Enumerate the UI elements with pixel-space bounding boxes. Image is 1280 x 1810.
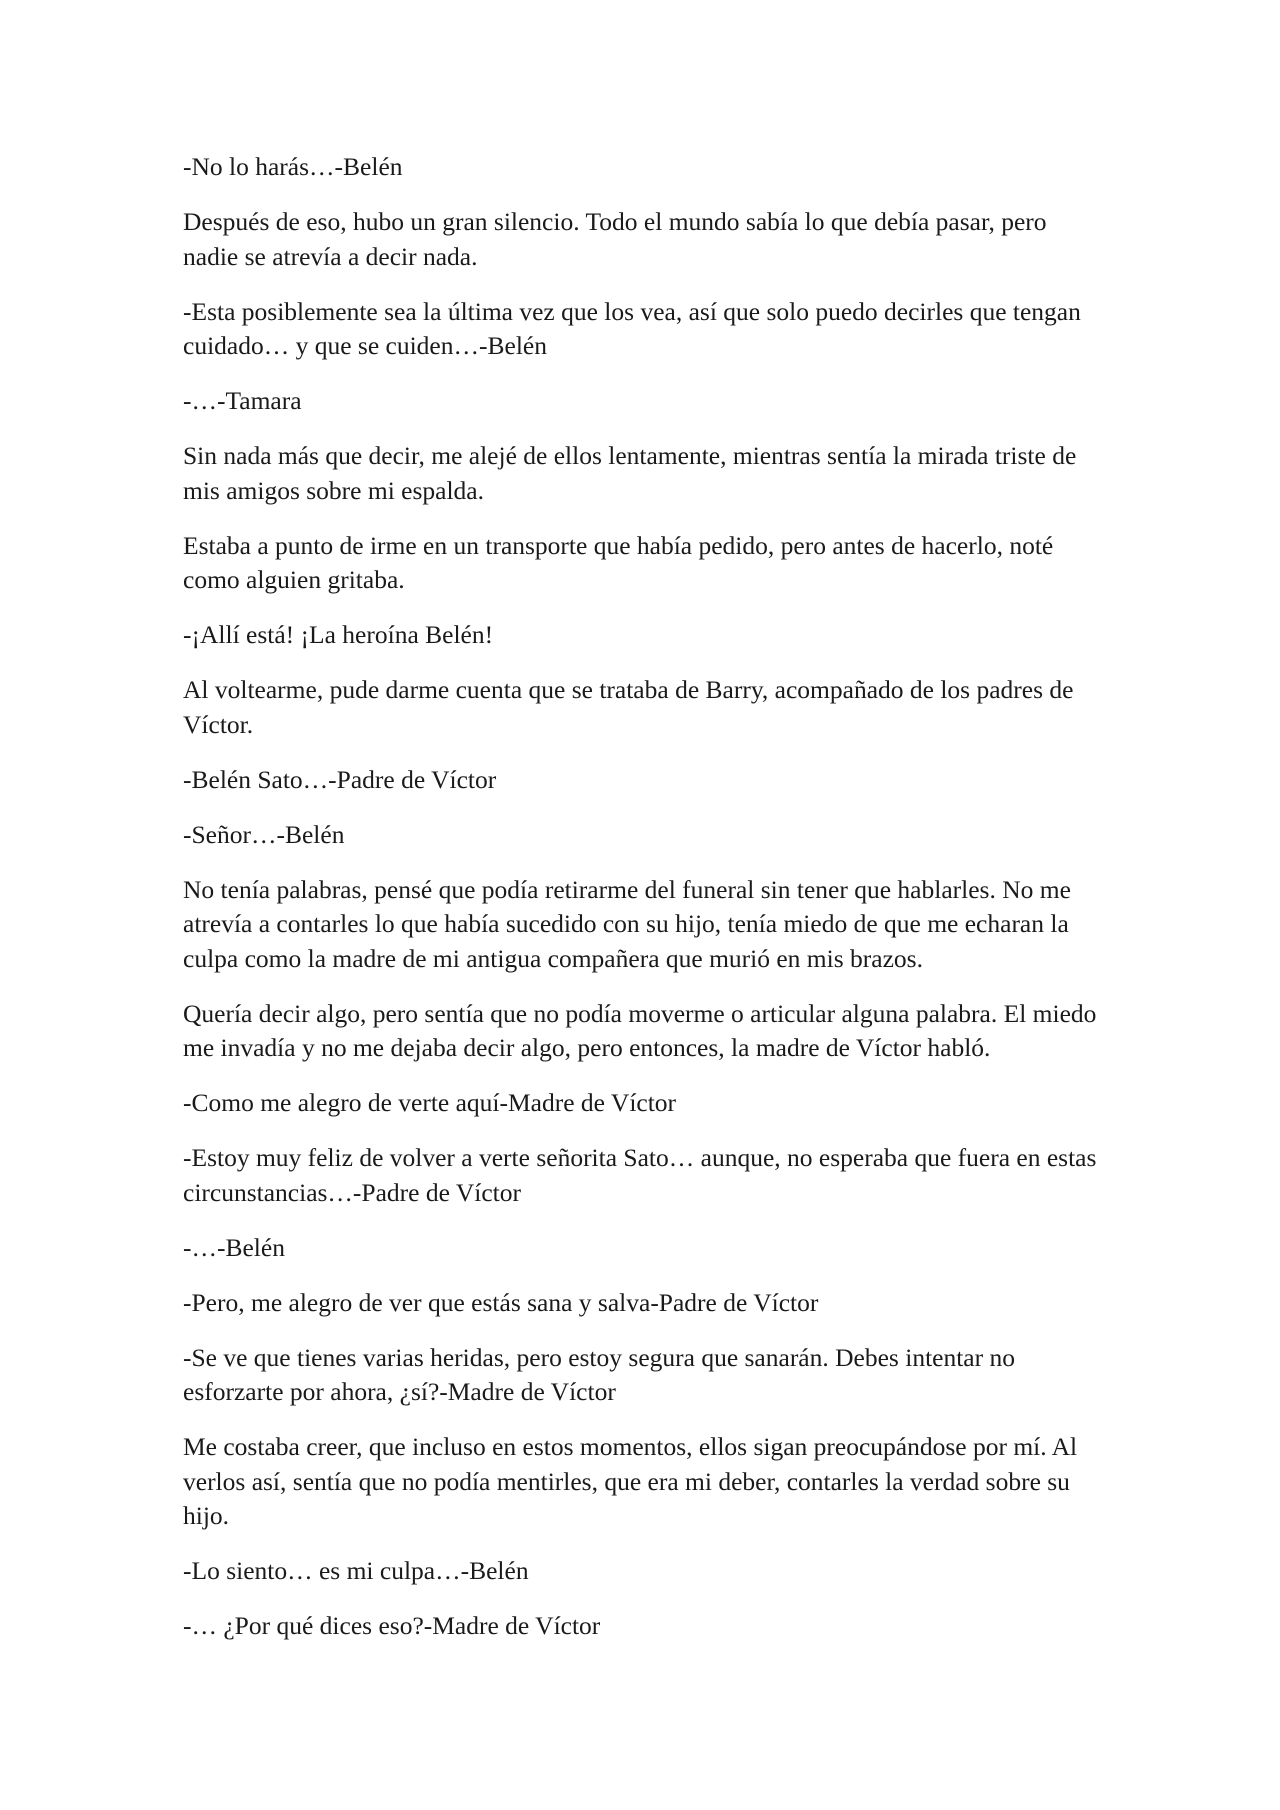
paragraph: Después de eso, hubo un gran silencio. Todo el mundo sabía lo que debía pasar, pero nadie se atrevía a decir nada. (183, 207, 1047, 271)
paragraph: -Belén Sato…-Padre de Víctor (183, 764, 497, 794)
paragraph: -…-Tamara (183, 386, 302, 415)
paragraph: Al voltearme, pude darme cuenta que se trataba de Barry, acompañado de los padres de Víctor. (183, 675, 1074, 739)
paragraph: -¡Allí está! ¡La heroína Belén! (183, 620, 494, 649)
paragraph: -Señor…-Belén (183, 819, 345, 849)
paragraph: -No lo harás…-Belén (183, 152, 403, 181)
paragraph: Estaba a punto de irme en un transporte que había pedido, pero antes de hacerlo, noté como alguien gritaba. (183, 530, 1054, 594)
paragraph: -Pero, me alegro de ver que estás sana y salva-Padre de Víctor (183, 1287, 819, 1317)
paragraph: -Lo siento… es mi culpa…-Belén (183, 1556, 529, 1585)
paragraph: Sin nada más que decir, me alejé de ellos lentamente, mientras sentía la mirada triste de mis amigos sobre mi espalda. (183, 441, 1077, 505)
paragraph: -Estoy muy feliz de volver a verte señorita Sato… aunque, no esperaba que fuera en estas circunstancias…-Padre de Víctor (183, 1143, 1097, 1207)
paragraph: Quería decir algo, pero sentía que no podía moverme o articular alguna palabra. El miedo me invadía y no me dejaba decir algo, pero entonces, la madre de Víctor habló. (183, 998, 1097, 1062)
paragraph: -Se ve que tienes varias heridas, pero estoy segura que sanarán. Debes intentar no esforzarte por ahora, ¿sí?-Madre de Víctor (183, 1342, 1015, 1406)
paragraph: -…-Belén (183, 1232, 285, 1262)
paragraph: -Como me alegro de verte aquí-Madre de Víctor (183, 1088, 677, 1117)
text-body (183, 150, 1098, 1664)
paragraph: No tenía palabras, pensé que podía retirarme del funeral sin tener que hablarles. No me atrevía a contarles lo que había sucedido con su hijo, tenía miedo de que me echaran la culpa como la madre de mi antigua compañera que murió en mis brazos. (183, 874, 1071, 973)
paragraph: -Esta posiblemente sea la última vez que los vea, así que solo puedo decirles que tengan cuidado… y que se cuiden…-Belén (183, 296, 1081, 360)
paragraph: Me costaba creer, que incluso en estos momentos, ellos sigan preocupándose por mí. Al verlos así, sentía que no podía mentirles, que era mi deber, contarles la verdad sobre su hijo. (183, 1432, 1078, 1530)
paragraph: -… ¿Por qué dices eso?-Madre de Víctor (183, 1611, 601, 1640)
